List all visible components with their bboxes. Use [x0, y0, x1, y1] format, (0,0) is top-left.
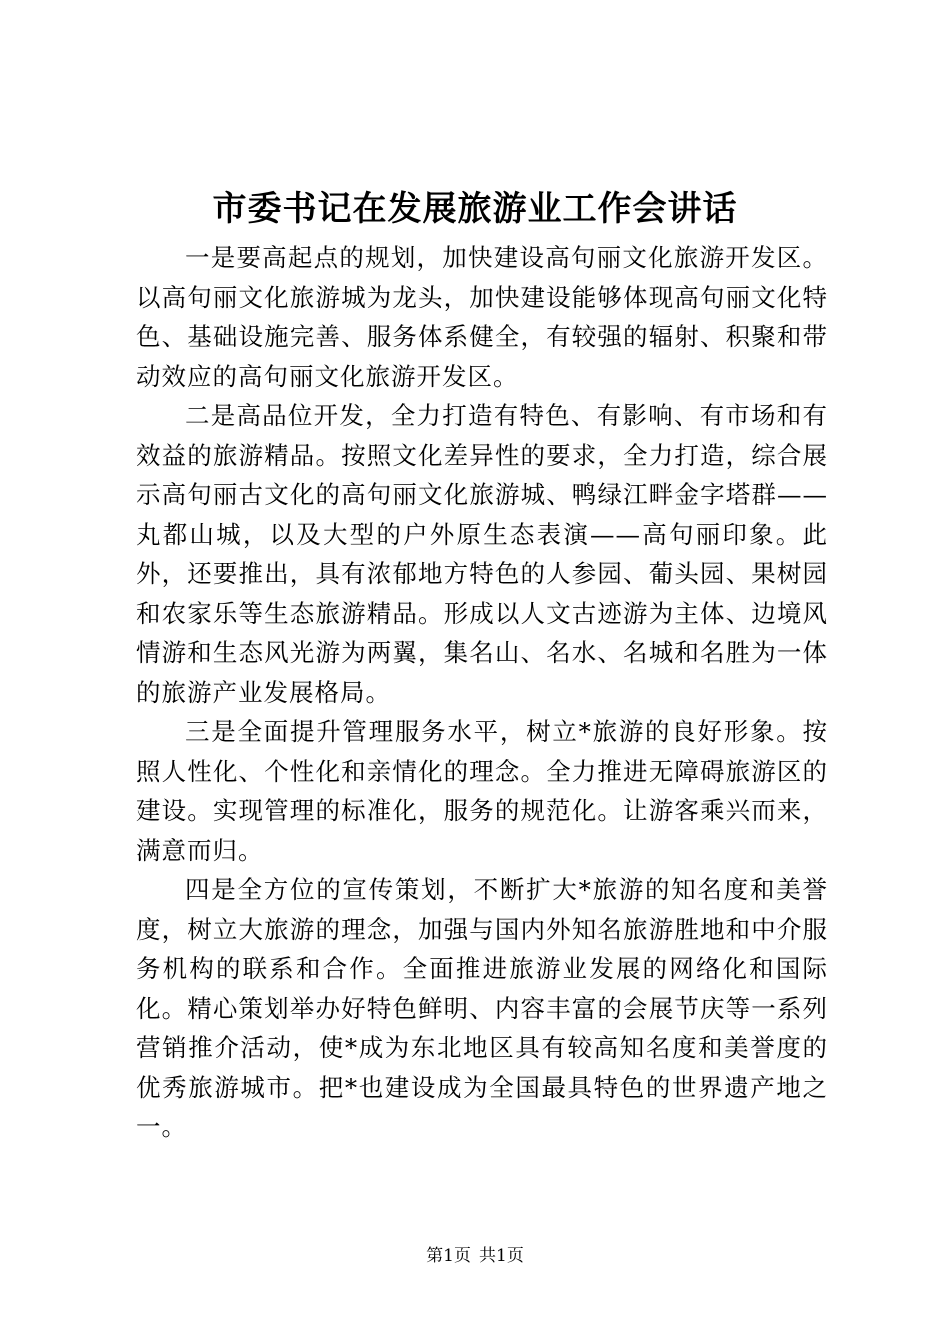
paragraph-3: 三是全面提升管理服务水平，树立*旅游的良好形象。按照人性化、个性化和亲情化的理念。全力推进无障碍旅游区的建设。实现管理的标准化，服务的规范化。让游客乘兴而来，满意而归。: [136, 717, 828, 865]
document-body: [136, 238, 828, 1147]
page-footer: [0, 1244, 950, 1268]
page-total: 共1页: [479, 1246, 524, 1266]
paragraph-4: 四是全方位的宣传策划，不断扩大*旅游的知名度和美誉度，树立大旅游的理念，加强与国内外知名旅游胜地和中介服务机构的联系和合作。全面推进旅游业发展的网络化和国际化。精心策划举办好特色鲜明、内容丰富的会展节庆等一系列营销推介活动，使*成为东北地区具有较高知名度和美誉度的优秀旅游城市。把*也建设成为全国最具特色的世界遗产地之一。: [136, 875, 828, 1141]
paragraph-1: 一是要高起点的规划，加快建设高句丽文化旅游开发区。以高句丽文化旅游城为龙头，加快建设能够体现高句丽文化特色、基础设施完善、服务体系健全，有较强的辐射、积聚和带动效应的高句丽文化旅游开发区。: [136, 243, 828, 391]
paragraph-2: 二是高品位开发，全力打造有特色、有影响、有市场和有效益的旅游精品。按照文化差异性的要求，全力打造，综合展示高句丽古文化的高句丽文化旅游城、鸭绿江畔金字塔群——丸都山城，以及大型的户外原生态表演——高句丽印象。此外，还要推出，具有浓郁地方特色的人参园、葡头园、果树园和农家乐等生态旅游精品。形成以人文古迹游为主体、边境风情游和生态风光游为两翼，集名山、名水、名城和名胜为一体的旅游产业发展格局。: [136, 401, 828, 707]
document-title: 市委书记在发展旅游业工作会讲话: [212, 189, 738, 229]
page-number: 第1页: [426, 1246, 471, 1266]
